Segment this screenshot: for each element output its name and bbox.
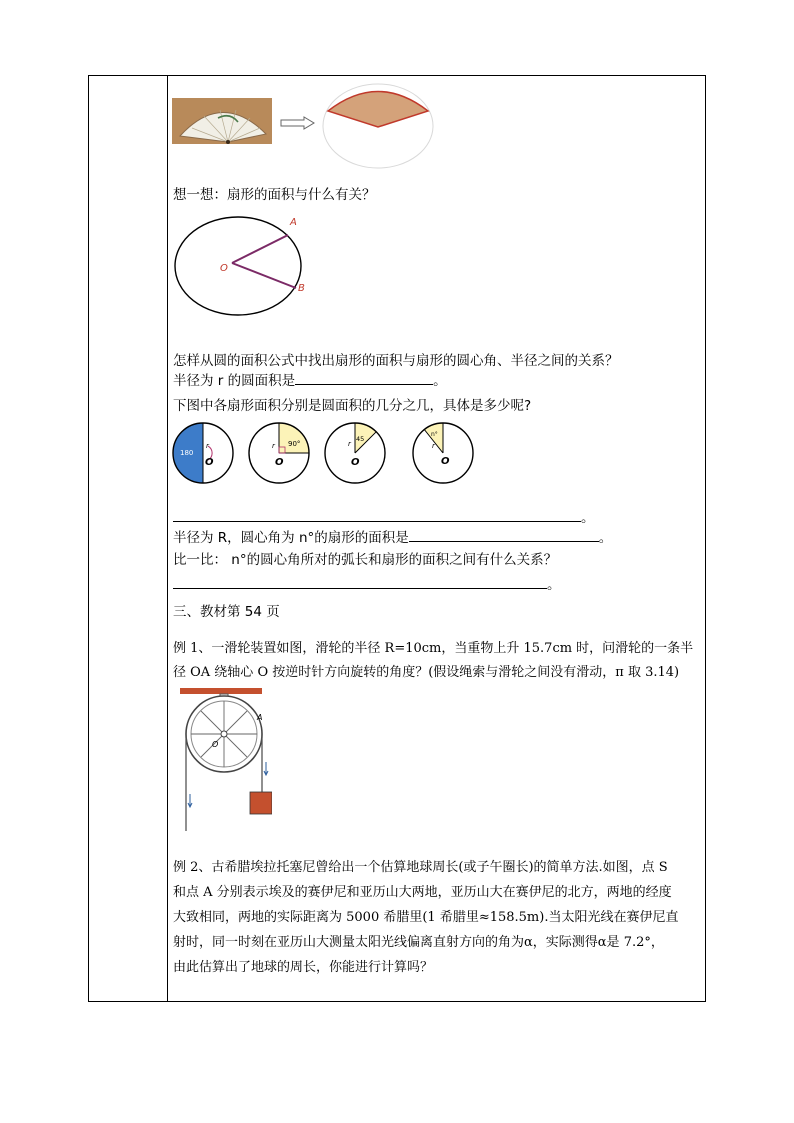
center-label: O [205,457,214,468]
radius-label: r [348,440,351,448]
right-arrow-icon [280,116,316,130]
sector-area-suffix: 。 [598,530,613,546]
answer-blank[interactable] [173,574,547,589]
point-o-label: O [212,740,219,749]
radius-area-suffix: 。 [433,373,447,389]
how-question: 怎样从圆的面积公式中找出扇形的面积与扇形的圆心角、半径之间的关系？ [173,353,619,369]
answer-blank[interactable] [295,370,433,385]
center-label: O [441,456,450,467]
fraction-circle-half [172,422,234,484]
sector-area-prefix: 半径为 R，圆心角为 n°的扇形的面积是 [173,530,409,546]
think-question: 想一想：扇形的面积与什么有关？ [173,187,376,203]
example2-line4: 射时，同一时刻在亚历山大测量太阳光线偏离直射方向的角为α，实际测得α是 7.2°， [173,935,664,950]
compare-question: 比一比： n°的圆心角所对的弧长和扇形的面积之间有什么关系？ [173,552,558,568]
example2-line1: 例 2、古希腊埃拉托塞尼曾给出一个估算地球周长(或子午圈长)的简单方法.如图，点 S [173,860,668,875]
center-label: O [351,457,360,468]
fan-image [172,98,272,144]
section-heading: 三、教材第 54 页 [173,604,280,620]
example2-line3: 大致相同，两地的实际距离为 5000 希腊里(1 希腊里≈158.5m).当太阳光线在赛伊尼直 [173,910,679,925]
circle-oab-figure [172,214,318,318]
angle-label-180: 180 [180,449,194,457]
answer-line-2 [173,573,561,593]
point-b-label: B [298,283,305,294]
angle-label-n: n° [431,431,438,438]
column-divider [167,76,168,1001]
point-o-label: O [220,263,228,274]
point-a-label: A [257,713,263,722]
radius-label: r [206,442,209,450]
fraction-question: 下图中各扇形面积分别是圆面积的几分之几，具体是多少呢? [173,398,532,414]
sector-area-line [173,526,612,546]
answer-line-suffix: 。 [581,510,595,526]
radius-label: r [432,442,435,450]
fraction-circle-eighth [324,422,386,484]
example1-line2: 径 OA 绕轴心 O 按逆时针方向旋转的角度？(假设绳索与滑轮之间没有滑动，π 取 3.14) [173,665,680,680]
answer-line-suffix: 。 [547,577,561,593]
center-label: O [275,457,284,468]
angle-label-45: 45 [356,435,365,443]
example2-line5: 由此估算出了地球的周长，你能进行计算吗？ [173,960,434,975]
fraction-circle-n [412,422,474,484]
example2-line2: 和点 A 分别表示埃及的赛伊尼和亚历山大两地，亚历山大在赛伊尼的北方，两地的经度 [173,885,672,900]
radius-label: r [272,442,275,450]
answer-blank[interactable] [173,507,581,522]
sector-figure [320,82,436,170]
radius-area-prefix: 半径为 r 的圆面积是 [173,373,296,389]
radius-area-line [173,369,447,389]
example1-line1: 例 1、一滑轮装置如图，滑轮的半径 R=10cm，当重物上升 15.7cm 时，问滑轮的一条半 [173,641,694,656]
pulley-figure [172,686,272,836]
answer-line-1 [173,506,595,526]
fraction-circle-quarter [248,422,310,484]
answer-blank[interactable] [409,527,599,542]
point-a-label: A [290,217,297,228]
angle-label-90: 90° [288,440,301,448]
